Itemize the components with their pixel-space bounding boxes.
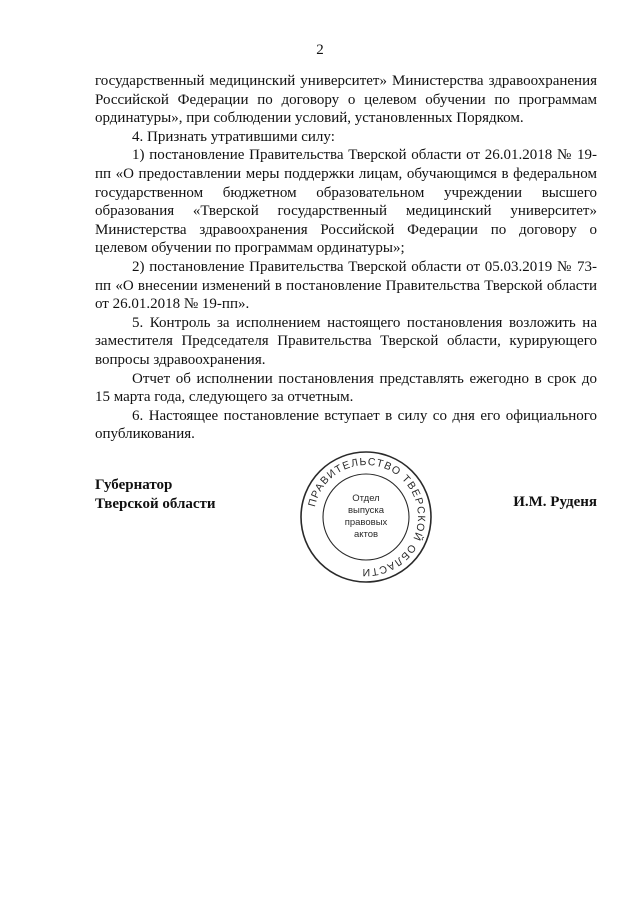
signatory-title-line: Губернатор bbox=[95, 477, 173, 493]
paragraph: 5. Контроль за исполнением настоящего постановления возложить на заместителя Председателя Правительства Тверской области, курирующего вопросы здравоохранения. bbox=[95, 314, 597, 368]
paragraph: 1) постановление Правительства Тверской области от 26.01.2018 № 19-пп «О предоставлении меры поддержки лицам, обучающимся в федеральном государственном бюджетном образовательном учреждении высшего образования «Тверской государственный медицинский университет» Министерства здравоохранения Российской Федерации по договору о целевом обучении по программам ординатуры»; bbox=[95, 147, 597, 257]
stamp-center-line: выпуска bbox=[347, 505, 385, 516]
stamp-center-line: правовых bbox=[344, 517, 388, 528]
paragraph: 6. Настоящее постановление вступает в силу со дня его официального опубликования. bbox=[95, 407, 597, 443]
stamp-graphic bbox=[298, 449, 434, 585]
stamp-ring-label: ПРАВИТЕЛЬСТВО ТВЕРСКОЙ ОБЛАСТИ bbox=[306, 455, 428, 579]
signature-block bbox=[95, 455, 597, 580]
paragraph: Отчет об исполнении постановления представлять ежегодно в срок до 15 марта года, следующего за отчетным. bbox=[95, 370, 597, 406]
signatory-title-line: Тверской области bbox=[95, 496, 216, 512]
stamp-center-line: Отдел bbox=[352, 493, 380, 504]
paragraph: 2) постановление Правительства Тверской области от 05.03.2019 № 73-пп «О внесении изменений в постановление Правительства Тверской области от 26.01.2018 № 19-пп». bbox=[95, 258, 597, 313]
signatory-title bbox=[95, 476, 216, 514]
paragraph: 4. Признать утратившими силу: bbox=[132, 128, 335, 145]
official-stamp bbox=[298, 449, 434, 585]
paragraph: государственный медицинский университет» Министерства здравоохранения Российской Федерации по договору о целевом обучении по программам ординатуры», при соблюдении условий, установленных Порядком. bbox=[95, 73, 597, 127]
stamp-center-line: актов bbox=[353, 529, 379, 540]
document-body bbox=[95, 72, 597, 444]
page-number: 2 bbox=[316, 42, 324, 58]
signatory-name: И.М. Руденя bbox=[513, 494, 597, 510]
